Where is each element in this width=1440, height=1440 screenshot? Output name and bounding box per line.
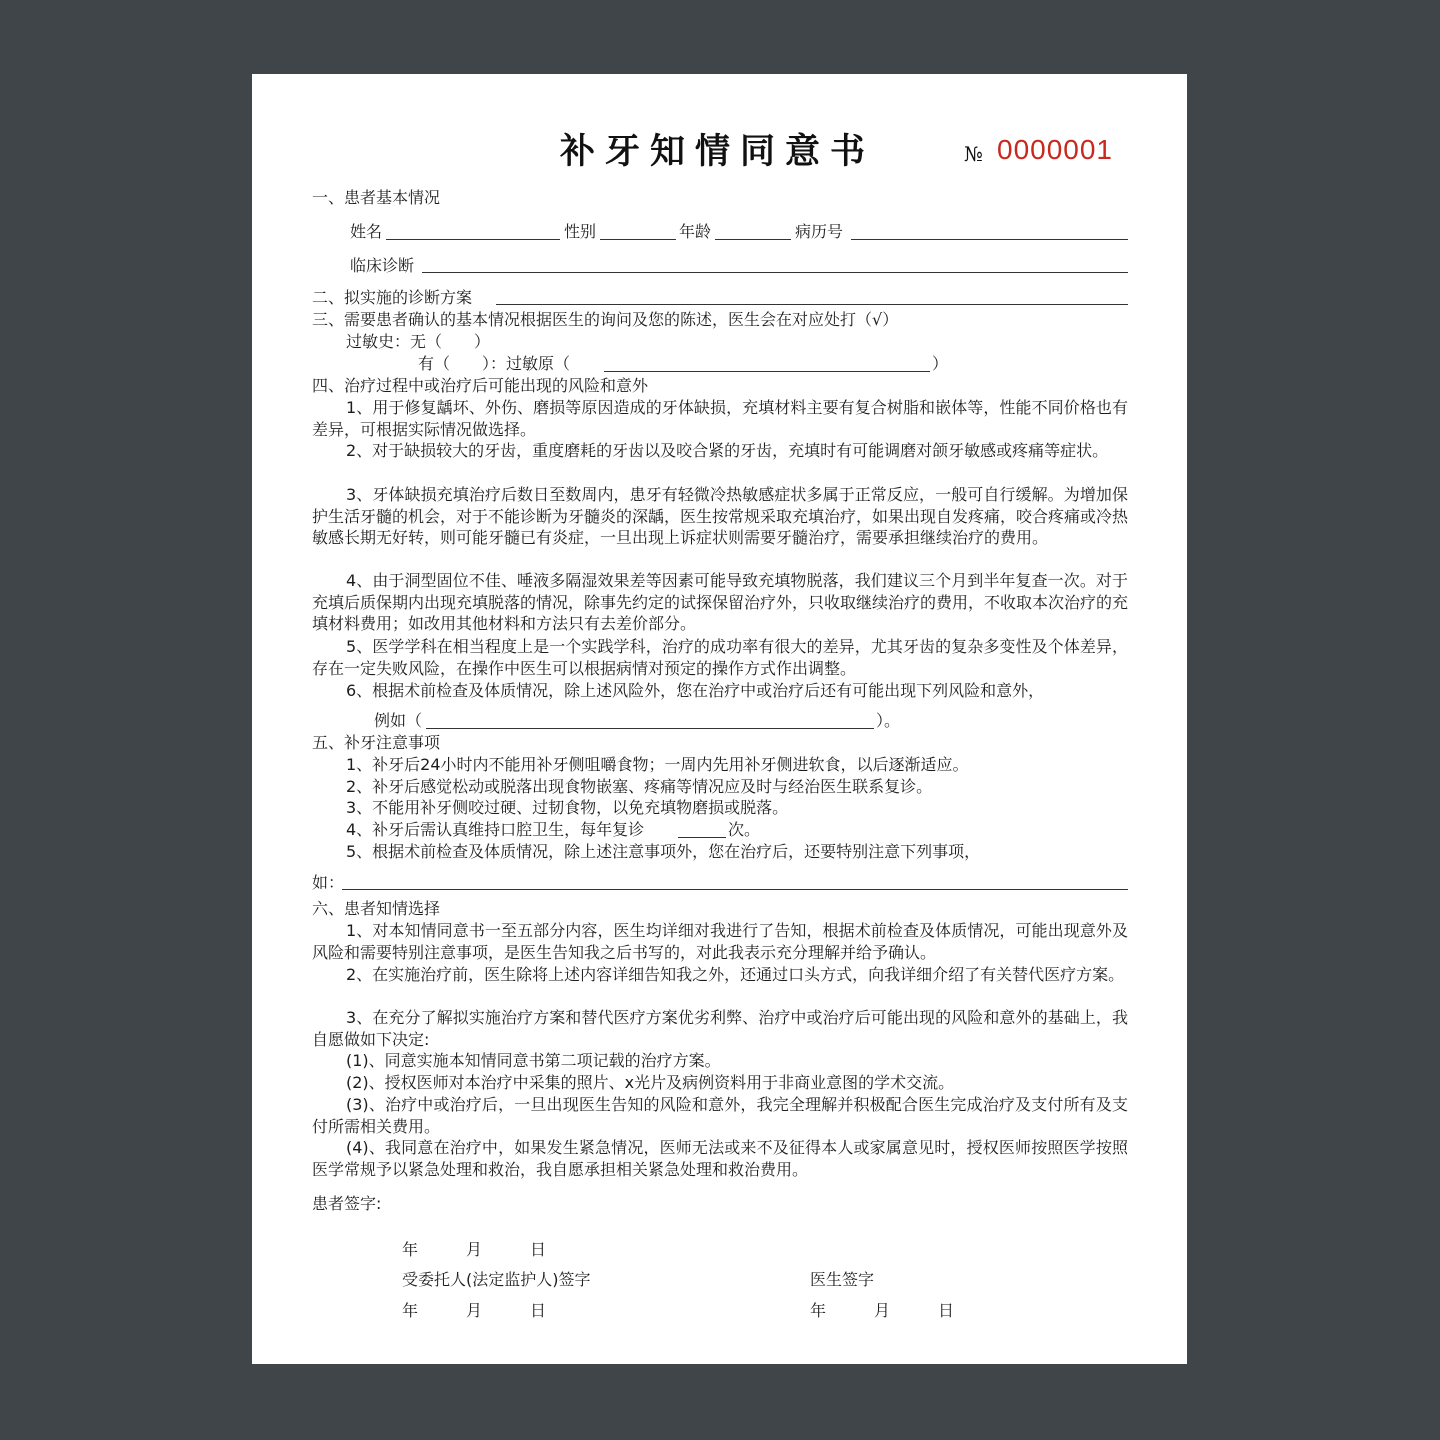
note-item-2: 2、补牙后感觉松动或脱落出现食物嵌塞、疼痛等情况应及时与经治医生联系复诊。 <box>346 777 933 796</box>
note-item-1: 1、补牙后24小时内不能用补牙侧咀嚼食物；一周内先用补牙侧进软食，以后逐渐适应。 <box>346 755 969 774</box>
risk-item-1: 1、用于修复龋坏、外伤、磨损等原因造成的牙体缺损，充填材料主要有复合树脂和嵌体等，性能不同价格也有差异，可根据实际情况做选择。 <box>312 398 1128 439</box>
gender-field[interactable] <box>600 239 676 240</box>
extra-notes-field[interactable] <box>342 889 1128 890</box>
gender-label: 性别 <box>564 222 597 241</box>
section-6-heading: 六、患者知情选择 <box>312 899 441 918</box>
consent-item-3: 3、在充分了解拟实施治疗方案和替代医疗方案优劣利弊、治疗中或治疗后可能出现的风险和意外的基础上，我自愿做如下决定: <box>312 1008 1128 1049</box>
example-label: 例如（ <box>374 711 423 730</box>
section-1-heading: 一、患者基本情况 <box>312 188 441 207</box>
section-5-heading: 五、补牙注意事项 <box>312 733 441 752</box>
doctor-signature-label: 医生签字 <box>810 1270 875 1289</box>
doctor-date-day: 日 <box>938 1301 955 1320</box>
section-4-heading: 四、治疗过程中或治疗后可能出现的风险和意外 <box>312 376 649 395</box>
serial-number-label: № <box>964 142 983 166</box>
name-field[interactable] <box>386 239 560 240</box>
doctor-date-year: 年 <box>810 1301 827 1320</box>
diagnosis-label: 临床诊断 <box>350 256 415 275</box>
record-number-label: 病历号 <box>795 222 844 241</box>
review-count-field[interactable] <box>678 837 726 838</box>
consent-item-1: 1、对本知情同意书一至五部分内容，医生均详细对我进行了告知，根据术前检查及体质情况，可能出现意外及风险和需要特别注意事项，是医生告知我之后书写的，对此我表示充分理解并给予确认。 <box>312 921 1128 962</box>
decision-2: (2)、授权医师对本治疗中采集的照片、x光片及病例资料用于非商业意图的学术交流。 <box>346 1073 955 1092</box>
decision-1: (1)、同意实施本知情同意书第二项记载的治疗方案。 <box>346 1051 721 1070</box>
form-title: 补牙知情同意书 <box>560 131 876 172</box>
example-close: ）。 <box>876 711 901 730</box>
patient-date-year: 年 <box>402 1240 419 1259</box>
decision-4: (4)、我同意在治疗中，如果发生紧急情况，医师无法或来不及征得本人或家属意见时，授权医师按照医学按照医学常规予以紧急处理和救治，我自愿承担相关紧急处理和救治费用。 <box>312 1138 1128 1179</box>
record-number-field[interactable] <box>851 239 1128 240</box>
risk-item-6: 6、根据术前检查及体质情况，除上述风险外，您在治疗中或治疗后还有可能出现下列风险和意外， <box>346 681 1045 700</box>
doctor-date-month: 月 <box>874 1301 891 1320</box>
risk-item-5: 5、医学学科在相当程度上是一个实践学科，治疗的成功率有很大的差异，尤其牙齿的复杂多变性及个体差异，存在一定失败风险，在操作中医生可以根据病情对预定的操作方式作出调整。 <box>312 637 1128 678</box>
serial-number: 0000001 <box>997 134 1114 165</box>
patient-date-month: 月 <box>466 1240 483 1259</box>
patient-date-day: 日 <box>530 1240 547 1259</box>
age-label: 年龄 <box>679 222 712 241</box>
section-3-heading: 三、需要患者确认的基本情况根据医生的询问及您的陈述，医生会在对应处打（√） <box>312 310 899 329</box>
section-2-heading: 二、拟实施的诊断方案 <box>312 288 473 307</box>
trustee-signature-label: 受委托人(法定监护人)签字 <box>402 1270 591 1289</box>
diagnosis-field[interactable] <box>422 272 1128 273</box>
risk-item-2: 2、对于缺损较大的牙齿，重度磨耗的牙齿以及咬合紧的牙齿，充填时有可能调磨对颌牙敏感或疼痛等症状。 <box>346 441 1109 460</box>
allergy-none-option[interactable]: 过敏史：无（ ） <box>346 332 491 351</box>
note-item-4-suffix: 次。 <box>728 820 761 839</box>
decision-3: (3)、治疗中或治疗后，一旦出现医生告知的风险和意外，我完全理解并积极配合医生完成治疗及支付所有及支付所需相关费用。 <box>312 1095 1128 1136</box>
extra-notes-label: 如： <box>312 873 345 892</box>
patient-signature-label: 患者签字: <box>312 1194 382 1213</box>
consent-item-2: 2、在实施治疗前，医生除将上述内容详细告知我之外，还通过口头方式，向我详细介绍了有关替代医疗方案。 <box>346 965 1125 984</box>
note-item-5: 5、根据术前检查及体质情况，除上述注意事项外，您在治疗后，还要特别注意下列事项， <box>346 842 981 861</box>
age-field[interactable] <box>715 239 791 240</box>
allergen-close: ） <box>932 354 949 373</box>
trustee-date-year: 年 <box>402 1301 419 1320</box>
risk-item-4: 4、由于洞型固位不佳、唾液多隔湿效果差等因素可能导致充填物脱落，我们建议三个月到半年复查一次。对于充填后质保期内出现充填脱落的情况，除事先约定的试探保留治疗外，只收取继续治疗的费用，不收取本次治疗的充填材料费用；如改用其他材料和方法只有去差价部分。 <box>312 571 1129 633</box>
trustee-date-month: 月 <box>466 1301 483 1320</box>
risk-item-3: 3、牙体缺损充填治疗后数日至数周内，患牙有轻微冷热敏感症状多属于正常反应，一般可自行缓解。为增加保护生活牙髓的机会，对于不能诊断为牙髓炎的深龋，医生按常规采取充填治疗，如果出现自发疼痛，咬合疼痛或冷热敏感长期无好转，则可能牙髓已有炎症，一旦出现上诉症状则需要牙髓治疗，需要承担继续治疗的费用。 <box>312 485 1129 547</box>
trustee-date-day: 日 <box>530 1301 547 1320</box>
diagnosis-plan-field[interactable] <box>496 304 1128 305</box>
consent-form-sheet <box>252 74 1187 1364</box>
example-field[interactable] <box>426 728 874 729</box>
note-item-4: 4、补牙后需认真维持口腔卫生，每年复诊 <box>346 820 645 839</box>
note-item-3: 3、不能用补牙侧咬过硬、过韧食物，以免充填物磨损或脱落。 <box>346 798 789 817</box>
allergy-yes-option[interactable]: 有（ ）：过敏原（ <box>418 354 571 373</box>
name-label: 姓名 <box>350 222 383 241</box>
allergen-field[interactable] <box>604 371 930 372</box>
